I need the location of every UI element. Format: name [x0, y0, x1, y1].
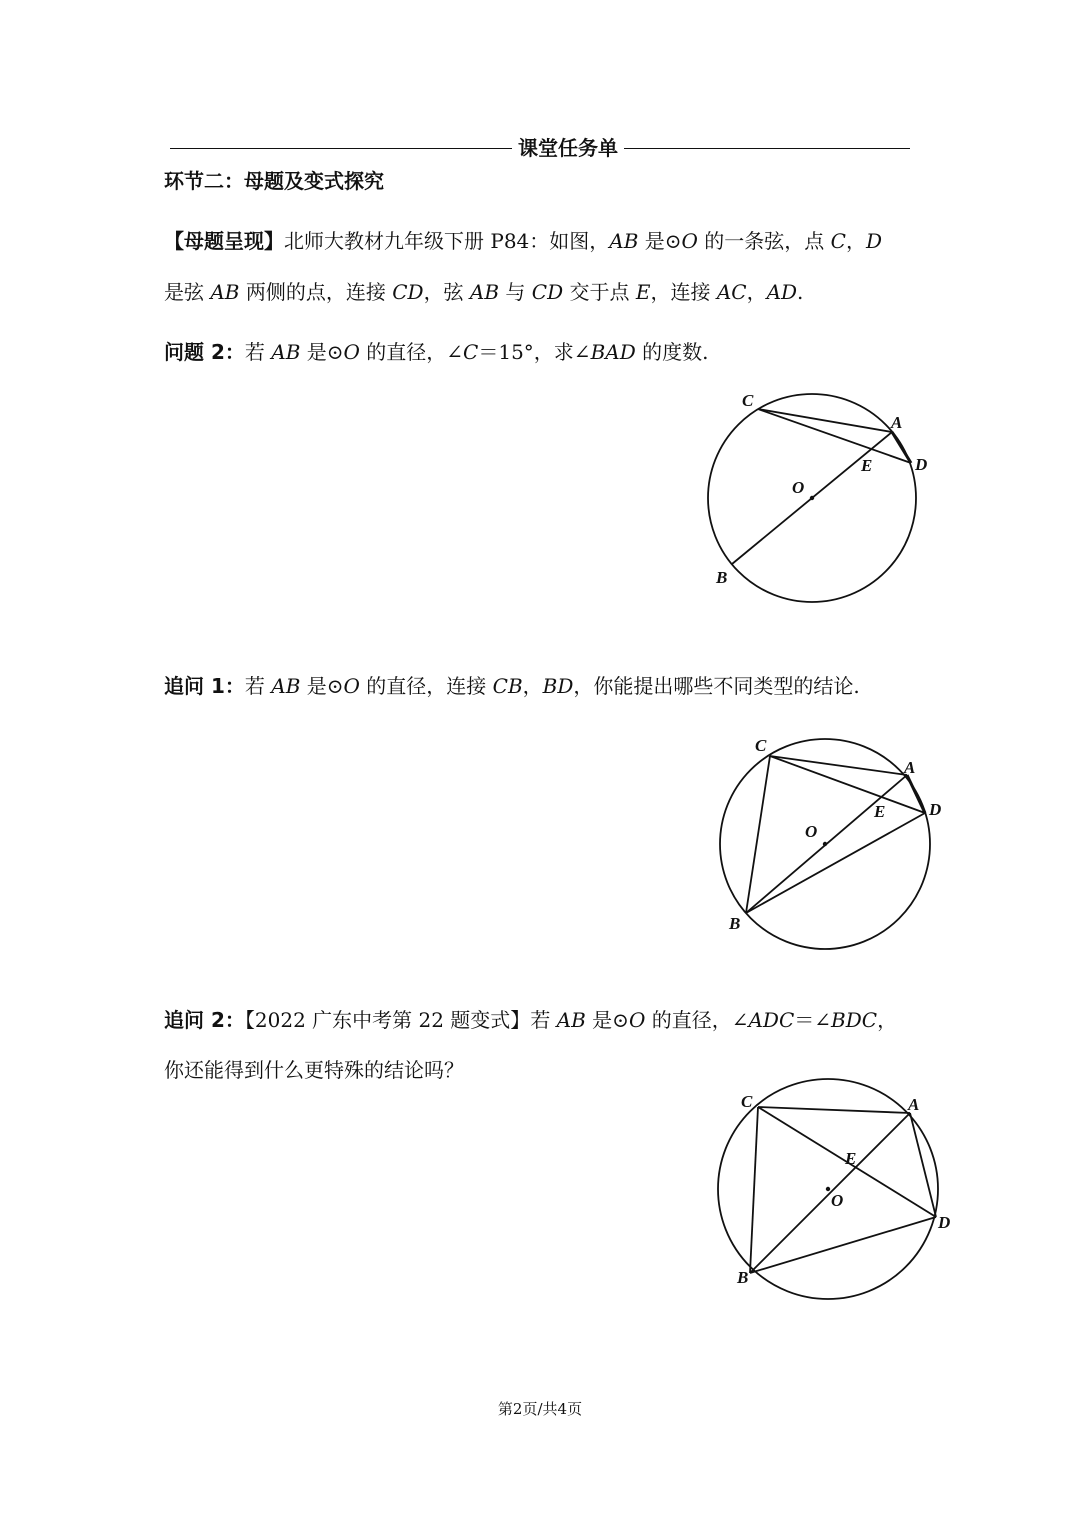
fig2-label-e: E — [874, 802, 886, 821]
fig3-chord-bc — [750, 1107, 758, 1273]
section-title: 环节二：母题及变式探究 — [164, 169, 384, 193]
followup-2-tag: 【2022 广东中考第 22 题变式】 — [244, 1008, 531, 1032]
fig2-label-b: B — [729, 914, 741, 933]
figure-3-diagram — [714, 1077, 964, 1307]
fig3-center-dot — [826, 1187, 830, 1191]
fig1-label-o: O — [792, 478, 805, 497]
mother-problem-line2: 是弦 AB 两侧的点，连接 CD，弦 AB 与 CD 交于点 E，连接 AC，AD. — [164, 280, 804, 304]
fig2-label-d: D — [929, 800, 942, 819]
fig3-label-c: C — [741, 1092, 753, 1111]
question-2-label: 问题 2： — [164, 340, 245, 364]
fig1-label-d: D — [915, 455, 928, 474]
fig2-label-c: C — [755, 736, 767, 755]
fig1-center-dot — [810, 496, 814, 500]
header-rule-right — [624, 148, 910, 149]
followup-2-label: 追问 2： — [164, 1008, 245, 1032]
fig1-chord-ad — [892, 432, 911, 463]
fig1-label-c: C — [742, 391, 754, 410]
followup-1-label: 追问 1： — [164, 674, 245, 698]
fig3-label-e: E — [845, 1149, 857, 1168]
followup-2-line1: 追问 2：【2022 广东中考第 22 题变式】若 AB 是⊙O 的直径，∠ADC＝∠BDC， — [164, 1008, 898, 1032]
figure-1-diagram — [700, 390, 930, 610]
header-rule-left — [170, 148, 512, 149]
question-2: 问题 2：若 AB 是⊙O 的直径，∠C＝15°，求∠BAD 的度数. — [164, 340, 709, 364]
mother-problem-line1: 【母题呈现】北师大教材九年级下册 P84：如图，AB 是⊙O 的一条弦，点 C，D — [164, 229, 883, 253]
fig3-label-o: O — [831, 1191, 844, 1210]
fig3-label-b: B — [737, 1268, 749, 1287]
fig2-chord-bd — [746, 813, 925, 913]
fig2-chord-cb — [746, 756, 770, 913]
fig2-center-dot — [823, 842, 827, 846]
fig1-label-a: A — [891, 413, 903, 432]
fig2-label-o: O — [805, 822, 818, 841]
fig1-label-e: E — [861, 456, 873, 475]
fig3-chord-ca — [758, 1107, 910, 1113]
followup-2-line2: 你还能得到什么更特殊的结论吗？ — [164, 1058, 464, 1082]
fig2-label-a: A — [904, 758, 916, 777]
page-footer: 第2页/共4页 — [497, 1400, 583, 1418]
header-title: 课堂任务单 — [512, 132, 624, 161]
mother-problem-tag: 【母题呈现】 — [164, 229, 284, 253]
followup-1: 追问 1：若 AB 是⊙O 的直径，连接 CB，BD，你能提出哪些不同类型的结论. — [164, 674, 860, 698]
fig3-chord-ad — [910, 1113, 936, 1217]
fig2-chord-cd — [770, 756, 925, 813]
fig1-label-b: B — [716, 568, 728, 587]
fig3-label-d: D — [938, 1213, 951, 1232]
fig3-label-a: A — [908, 1095, 920, 1114]
figure-2-diagram — [715, 733, 955, 953]
